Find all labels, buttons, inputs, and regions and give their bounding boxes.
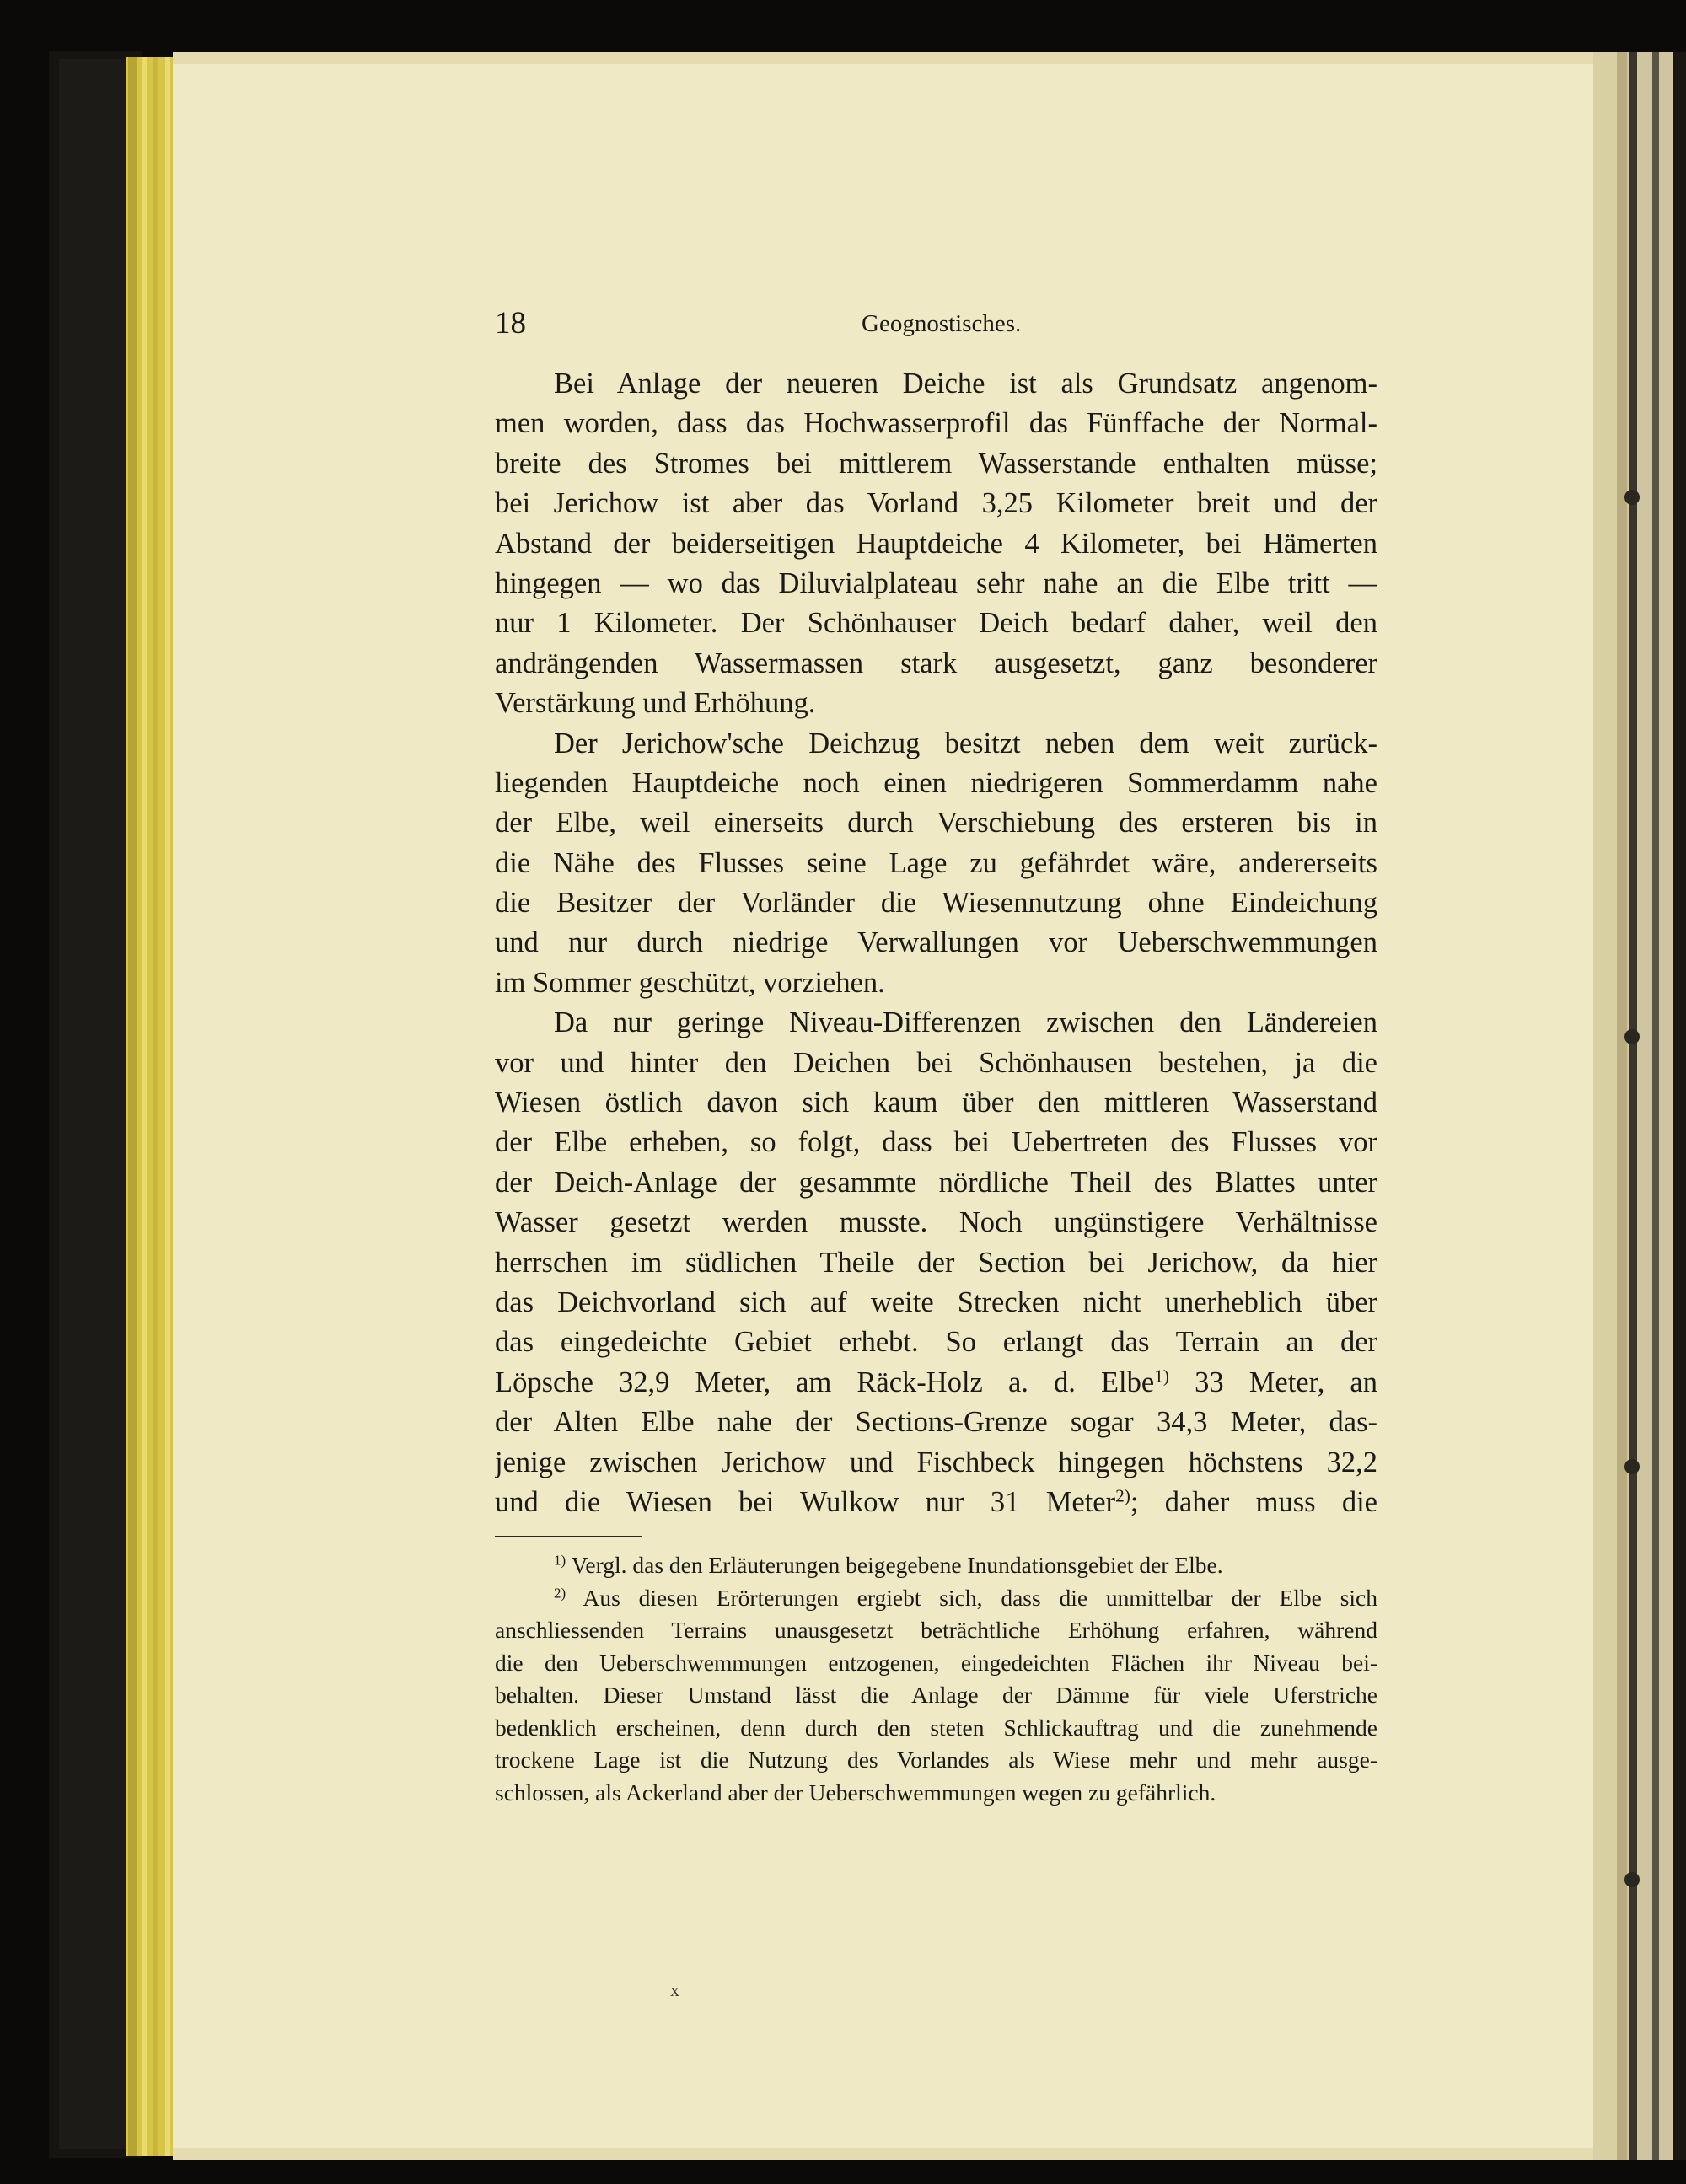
body-line: und nur durch niedrige Verwallungen vor Ueberschwemmungen bbox=[495, 926, 1377, 959]
body-text bbox=[495, 364, 1377, 1522]
body-line: die Nähe des Flusses seine Lage zu gefährdet wäre, andererseits bbox=[495, 846, 1377, 879]
running-head: Geognostisches. bbox=[862, 310, 1022, 337]
body-line: bei Jerichow ist aber das Vorland 3,25 Kilometer breit und der bbox=[495, 487, 1377, 520]
footnote-line: schlossen, als Ackerland aber der Ueberschwemmungen wegen zu gefährlich. bbox=[495, 1779, 1216, 1806]
body-line: hingegen — wo das Diluvialplateau sehr nahe an die Elbe tritt — bbox=[495, 566, 1377, 599]
body-line: andrängenden Wassermassen stark ausgesetzt, ganz besonderer bbox=[495, 647, 1377, 679]
body-line: Abstand der beiderseitigen Hauptdeiche 4 Kilometer, bei Hämerten bbox=[495, 527, 1377, 560]
body-line: das Deichvorland sich auf weite Strecken nicht unerheblich über bbox=[495, 1285, 1377, 1318]
body-line: Bei Anlage der neueren Deiche ist als Grundsatz angenom- bbox=[554, 368, 1377, 400]
footnote-line: anschliessenden Terrains unausgesetzt beträchtliche Erhöhung erfahren, während bbox=[495, 1617, 1377, 1643]
body-line: jenige zwischen Jerichow und Fischbeck hingegen höchstens 32,2 bbox=[495, 1446, 1377, 1478]
footnote-line: behalten. Dieser Umstand lässt die Anlage der Dämme für viele Uferstriche bbox=[495, 1682, 1377, 1708]
footnote-line: bedenklich erscheinen, denn durch den steten Schlickauftrag und die zunehmende bbox=[495, 1714, 1377, 1741]
body-line: der Deich-Anlage der gesammte nördliche Theil des Blattes unter bbox=[495, 1166, 1377, 1199]
footnote-line: die den Ueberschwemmungen entzogenen, eingedeichten Flächen ihr Niveau bei- bbox=[495, 1649, 1377, 1676]
body-line: die Besitzer der Vorländer die Wiesennutzung ohne Eindeichung bbox=[495, 887, 1377, 920]
body-line: und die Wiesen bei Wulkow nur 31 Meter$^{2)}$; daher muss die bbox=[495, 1485, 1377, 1518]
body-line: liegenden Hauptdeiche noch einen niedrigeren Sommerdamm nahe bbox=[495, 766, 1377, 799]
body-line: Wasser gesetzt werden musste. Noch ungünstigere Verhältnisse bbox=[495, 1206, 1377, 1239]
body-line: nur 1 Kilometer. Der Schönhauser Deich bedarf daher, weil den bbox=[495, 607, 1377, 640]
footnote-separator bbox=[495, 1536, 642, 1537]
page-number: 18 bbox=[495, 306, 526, 341]
body-line: Da nur geringe Niveau-Differenzen zwischen den Ländereien bbox=[554, 1006, 1377, 1039]
body-line: men worden, dass das Hochwasserprofil das Fünffache der Normal- bbox=[495, 407, 1377, 440]
body-line: der Alten Elbe nahe der Sections-Grenze sogar 34,3 Meter, das- bbox=[495, 1406, 1377, 1439]
body-line: das eingedeichte Gebiet erhebt. So erlangt das Terrain an der bbox=[495, 1326, 1377, 1359]
body-line: der Elbe, weil einerseits durch Verschiebung des ersteren bis in bbox=[495, 807, 1377, 840]
body-line: breite des Stromes bei mittlerem Wasserstande enthalten müsse; bbox=[495, 447, 1377, 480]
body-line: Verstärkung und Erhöhung. bbox=[495, 687, 816, 720]
body-line: Löpsche 32,9 Meter, am Räck-Holz a. d. Elbe$^{1)}$ 33 Meter, an bbox=[495, 1366, 1377, 1398]
body-line: Der Jerichow'sche Deichzug besitzt neben dem weit zurück- bbox=[554, 727, 1377, 759]
footnote-reference: 2) bbox=[1115, 1485, 1130, 1506]
footnote-marker: 1) bbox=[554, 1552, 566, 1569]
body-line: vor und hinter den Deichen bei Schönhausen bestehen, ja die bbox=[495, 1046, 1377, 1079]
body-line: der Elbe erheben, so folgt, dass bei Uebertreten des Flusses vor bbox=[495, 1126, 1377, 1159]
footnote-line: $^{1)}$ Vergl. das den Erläuterungen beigegebene Inundationsgebiet der Elbe. bbox=[554, 1552, 1223, 1578]
page-header bbox=[495, 305, 1377, 356]
body-line: herrschen im südlichen Theile der Section bei Jerichow, da hier bbox=[495, 1246, 1377, 1279]
footnotes bbox=[495, 1549, 1377, 1809]
stray-mark: x bbox=[670, 1979, 679, 2000]
body-line: im Sommer geschützt, vorziehen. bbox=[495, 966, 885, 999]
footnote-line: trockene Lage ist die Nutzung des Vorlandes als Wiese mehr und mehr ausge- bbox=[495, 1747, 1377, 1773]
footnote-line: $^{2)}$ Aus diesen Erörterungen ergiebt sich, dass die unmittelbar der Elbe sich bbox=[554, 1584, 1377, 1611]
footnote-reference: 1) bbox=[1154, 1366, 1170, 1387]
footnote-marker: 2) bbox=[554, 1585, 566, 1602]
body-line: Wiesen östlich davon sich kaum über den mittleren Wasserstand bbox=[495, 1087, 1377, 1119]
